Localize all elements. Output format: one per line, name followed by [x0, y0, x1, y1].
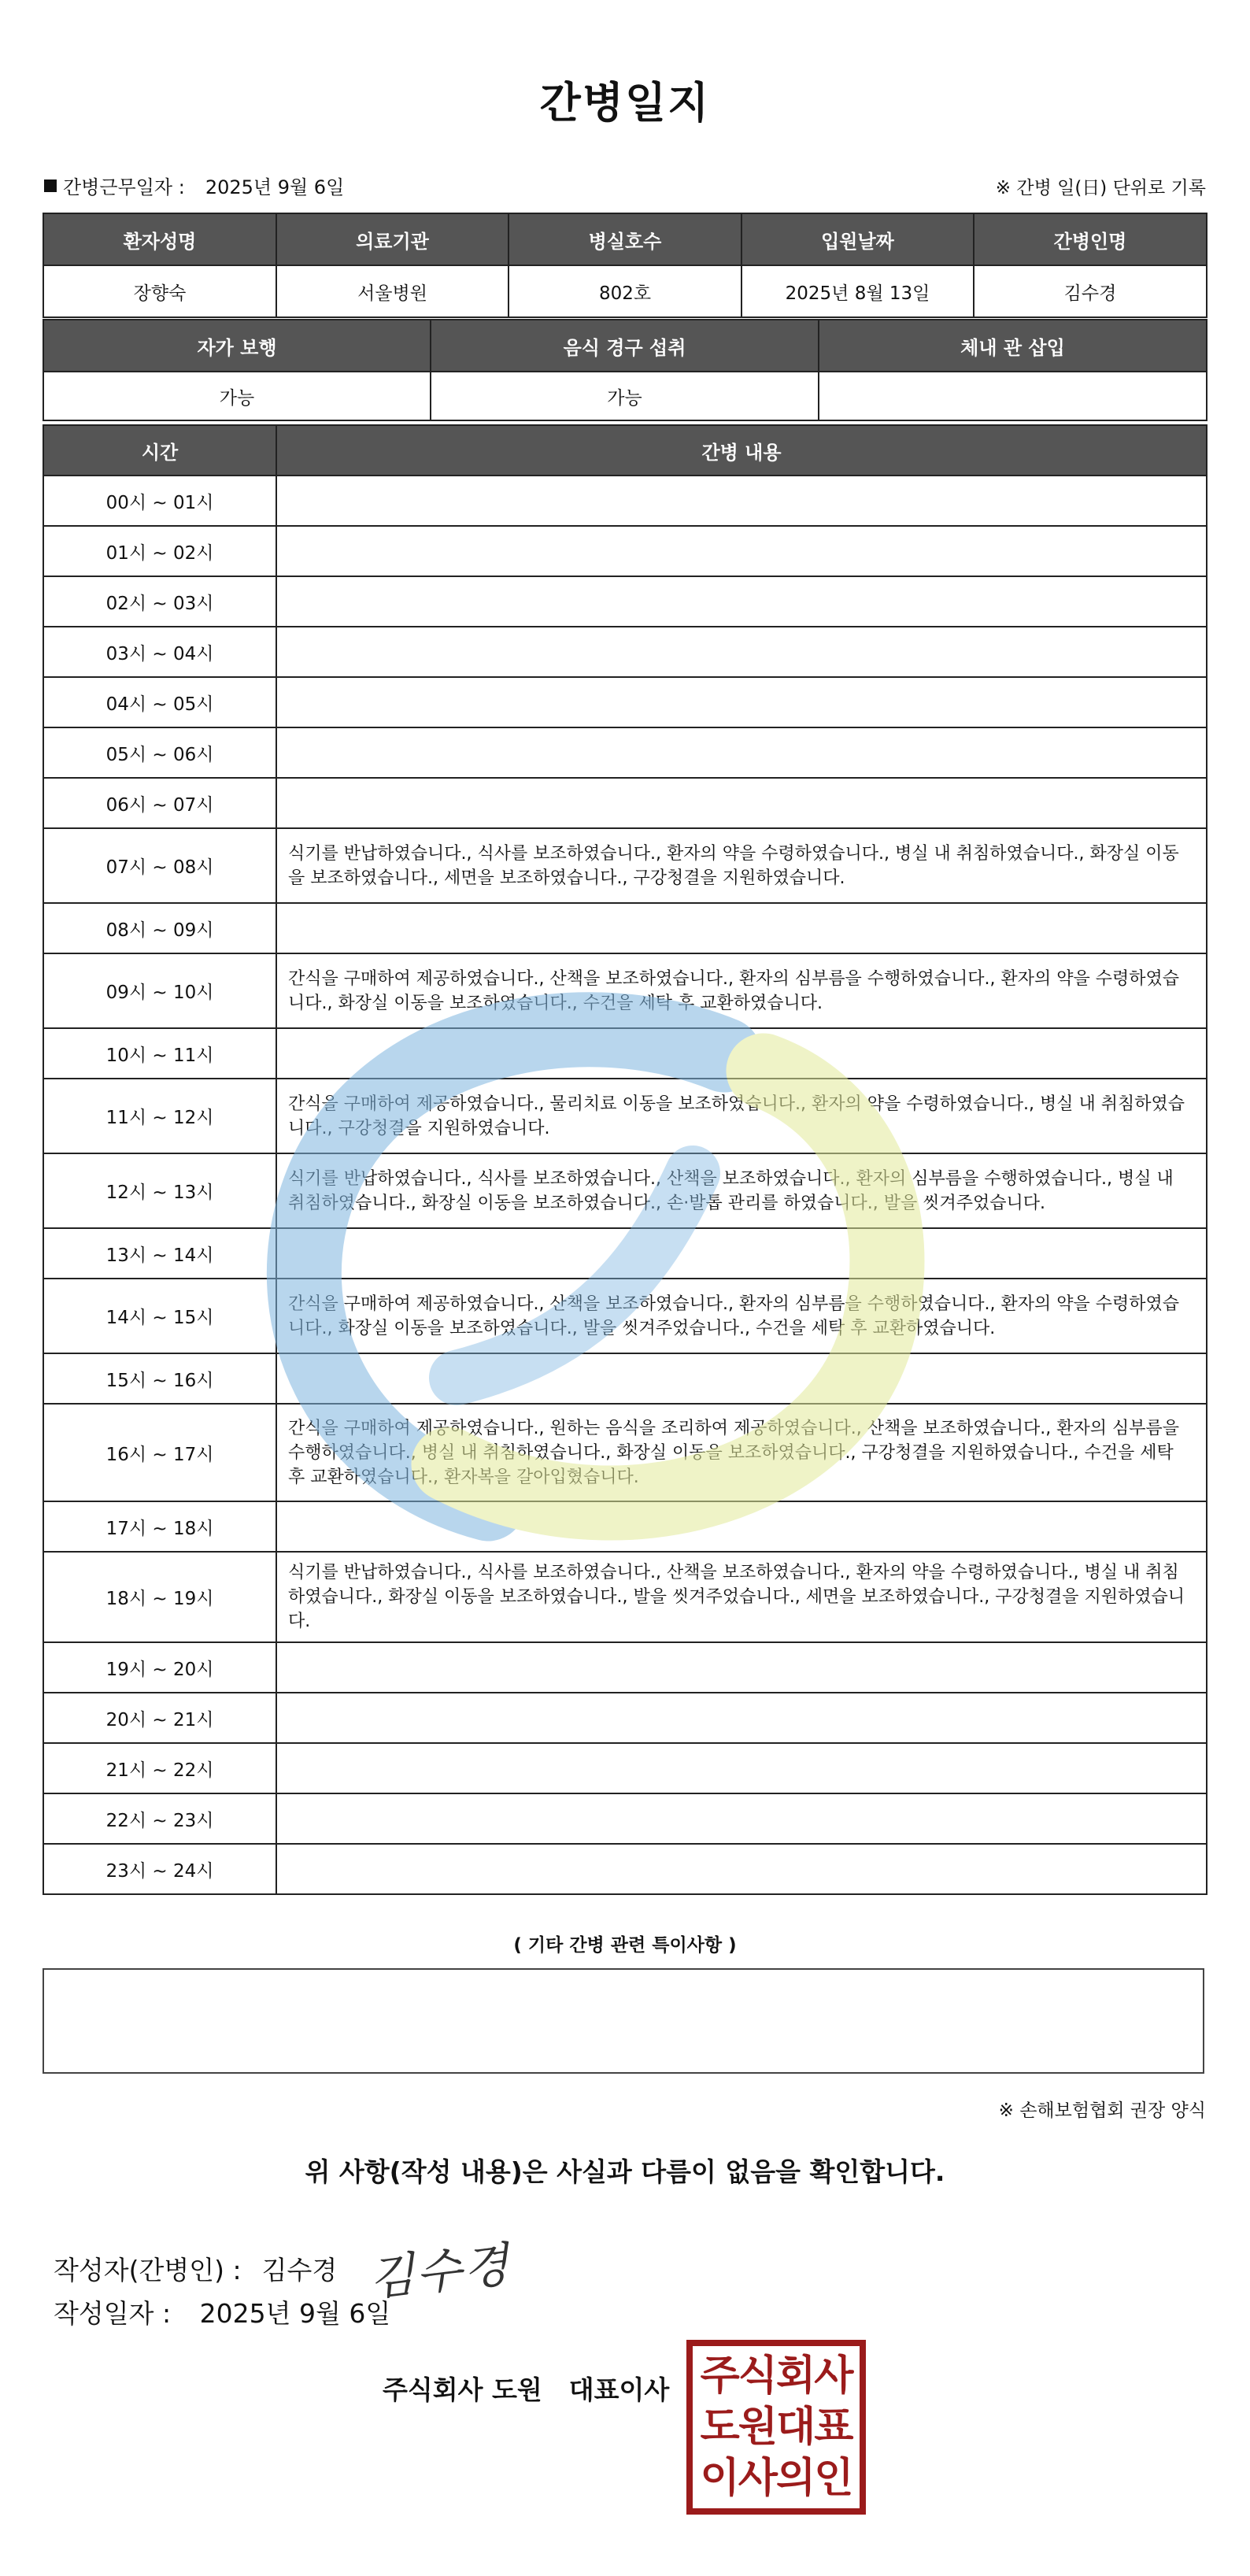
written-date-label: 작성일자 : — [54, 2298, 172, 2329]
written-date-value: 2025년 9월 6일 — [199, 2298, 391, 2329]
tube-insertion-value — [819, 372, 1207, 420]
care-row — [43, 1353, 1207, 1404]
care-time: 17시 ~ 18시 — [43, 1501, 276, 1552]
care-content — [276, 1028, 1207, 1079]
care-content — [276, 476, 1207, 526]
care-content — [276, 1353, 1207, 1404]
care-row — [43, 953, 1207, 1028]
care-time: 20시 ~ 21시 — [43, 1693, 276, 1743]
company-seal-stamp — [686, 2340, 866, 2515]
care-row — [43, 1501, 1207, 1552]
care-row — [43, 677, 1207, 727]
header-patient-name: 환자성명 — [43, 213, 276, 265]
recommend-note: ※ 손해보험협회 권장 양식 — [998, 2100, 1206, 2121]
header-admission-date: 입원날짜 — [741, 213, 974, 265]
meta-row — [44, 172, 1206, 203]
care-content — [276, 576, 1207, 627]
work-date-value: 2025년 9월 6일 — [205, 176, 345, 198]
care-content: 간식을 구매하여 제공하였습니다., 산책을 보조하였습니다., 환자의 심부름을 수행하였습니다., 환자의 약을 수령하였습니다., 화장실 이동을 보조하였습니다., 발을 씻겨주었습니다., 수건을 세탁 후 교환하였습니다. — [276, 1279, 1207, 1353]
care-time: 07시 ~ 08시 — [43, 828, 276, 903]
special-notes-box — [43, 1968, 1204, 2074]
care-row — [43, 1404, 1207, 1501]
care-content: 식기를 반납하였습니다., 식사를 보조하였습니다., 산책을 보조하였습니다., 환자의 심부름을 수행하였습니다., 병실 내 취침하였습니다., 화장실 이동을 보조하였습니다., 손·발톱 관리를 하였습니다., 발을 씻겨주었습니다. — [276, 1153, 1207, 1228]
care-time: 18시 ~ 19시 — [43, 1552, 276, 1642]
caregiver-name: 김수경 — [974, 265, 1207, 317]
care-time: 11시 ~ 12시 — [43, 1079, 276, 1153]
care-row — [43, 576, 1207, 627]
care-content — [276, 627, 1207, 677]
care-content — [276, 1844, 1207, 1894]
care-row — [43, 1279, 1207, 1353]
writer-line — [54, 2234, 513, 2308]
care-content: 간식을 구매하여 제공하였습니다., 물리치료 이동을 보조하였습니다., 환자의 약을 수령하였습니다., 병실 내 취침하였습니다., 구강청결을 지원하였습니다. — [276, 1079, 1207, 1153]
company-title: 대표이사 — [568, 2374, 670, 2405]
care-time: 22시 ~ 23시 — [43, 1793, 276, 1844]
oral-intake-value: 가능 — [431, 372, 819, 420]
care-time: 16시 ~ 17시 — [43, 1404, 276, 1501]
care-row — [43, 1228, 1207, 1279]
patient-info-table — [43, 213, 1207, 318]
care-content — [276, 1501, 1207, 1552]
header-caregiver: 간병인명 — [974, 213, 1207, 265]
care-content — [276, 677, 1207, 727]
care-time: 02시 ~ 03시 — [43, 576, 276, 627]
care-row — [43, 476, 1207, 526]
care-time: 12시 ~ 13시 — [43, 1153, 276, 1228]
work-date — [44, 172, 344, 199]
page-title: 간병일지 — [539, 78, 711, 128]
room-number: 802호 — [509, 265, 741, 317]
care-content — [276, 1642, 1207, 1693]
header-time: 시간 — [43, 425, 276, 476]
header-hospital: 의료기관 — [276, 213, 509, 265]
care-time: 05시 ~ 06시 — [43, 727, 276, 778]
care-time: 09시 ~ 10시 — [43, 953, 276, 1028]
care-content: 간식을 구매하여 제공하였습니다., 원하는 음식을 조리하여 제공하였습니다., 산책을 보조하였습니다., 환자의 심부름을 수행하였습니다., 병실 내 취침하였습니다., 화장실 이동을 보조하였습니다., 구강청결을 지원하였습니다., 수건을 세탁 후 교환하였습니다., 환자복을 갈아입혔습니다. — [276, 1404, 1207, 1501]
care-row — [43, 1844, 1207, 1894]
care-content — [276, 1793, 1207, 1844]
care-time: 15시 ~ 16시 — [43, 1353, 276, 1404]
care-row — [43, 778, 1207, 828]
care-time: 14시 ~ 15시 — [43, 1279, 276, 1353]
seal-line: 주식회사 — [700, 2352, 852, 2400]
care-content: 식기를 반납하였습니다., 식사를 보조하였습니다., 환자의 약을 수령하였습니다., 병실 내 취침하였습니다., 화장실 이동을 보조하였습니다., 세면을 보조하였습니다., 구강청결을 지원하였습니다. — [276, 828, 1207, 903]
admission-date: 2025년 8월 13일 — [741, 265, 974, 317]
header-tube-insertion: 체내 관 삽입 — [819, 320, 1207, 372]
header-room: 병실호수 — [509, 213, 741, 265]
care-content — [276, 1743, 1207, 1793]
care-content — [276, 526, 1207, 576]
care-content — [276, 1693, 1207, 1743]
care-row — [43, 828, 1207, 903]
care-time: 01시 ~ 02시 — [43, 526, 276, 576]
care-row — [43, 526, 1207, 576]
care-row — [43, 1642, 1207, 1693]
patient-ability-table — [43, 319, 1207, 421]
care-time: 13시 ~ 14시 — [43, 1228, 276, 1279]
hospital-name: 서울병원 — [276, 265, 509, 317]
special-notes-title: ( 기타 간병 관련 특이사항 ) — [513, 1935, 737, 1956]
care-row — [43, 1743, 1207, 1793]
care-row — [43, 627, 1207, 677]
care-content — [276, 1228, 1207, 1279]
seal-line: 도원대표 — [700, 2402, 852, 2451]
care-time: 04시 ~ 05시 — [43, 677, 276, 727]
care-time: 23시 ~ 24시 — [43, 1844, 276, 1894]
company-name: 주식회사 도원 — [383, 2374, 542, 2405]
header-oral-intake: 음식 경구 섭취 — [431, 320, 819, 372]
care-content — [276, 778, 1207, 828]
written-date-line — [54, 2293, 390, 2330]
care-time: 08시 ~ 09시 — [43, 903, 276, 953]
care-row — [43, 1793, 1207, 1844]
care-time: 03시 ~ 04시 — [43, 627, 276, 677]
header-self-walking: 자가 보행 — [43, 320, 431, 372]
writer-name: 김수경 — [261, 2254, 338, 2285]
confirmation-statement: 위 사항(작성 내용)은 사실과 다름이 없음을 확인합니다. — [305, 2156, 945, 2187]
record-unit-note: ※ 간병 일(日) 단위로 기록 — [995, 178, 1206, 198]
care-row — [43, 1693, 1207, 1743]
care-time: 10시 ~ 11시 — [43, 1028, 276, 1079]
care-row — [43, 903, 1207, 953]
patient-name: 장향숙 — [43, 265, 276, 317]
care-row — [43, 1552, 1207, 1642]
care-time: 06시 ~ 07시 — [43, 778, 276, 828]
care-content — [276, 727, 1207, 778]
header-care-content: 간병 내용 — [276, 425, 1207, 476]
writer-label: 작성자(간병인) : — [54, 2254, 242, 2285]
care-time: 19시 ~ 20시 — [43, 1642, 276, 1693]
care-content — [276, 903, 1207, 953]
handwritten-signature: 김수경 — [366, 2237, 513, 2308]
care-content: 간식을 구매하여 제공하였습니다., 산책을 보조하였습니다., 환자의 심부름을 수행하였습니다., 환자의 약을 수령하였습니다., 화장실 이동을 보조하였습니다., 수건을 세탁 후 교환하였습니다. — [276, 953, 1207, 1028]
care-content: 식기를 반납하였습니다., 식사를 보조하였습니다., 산책을 보조하였습니다., 환자의 약을 수령하였습니다., 병실 내 취침하였습니다., 화장실 이동을 보조하였습니다., 발을 씻겨주었습니다., 세면을 보조하였습니다., 구강청결을 지원하였습니다. — [276, 1552, 1207, 1642]
company-line — [383, 2370, 696, 2407]
care-row — [43, 1028, 1207, 1079]
square-bullet-icon — [44, 180, 57, 192]
care-log-table — [43, 424, 1207, 1895]
care-row — [43, 727, 1207, 778]
care-row — [43, 1079, 1207, 1153]
care-row — [43, 1153, 1207, 1228]
seal-line: 이사의인 — [700, 2453, 852, 2502]
work-date-label: 간병근무일자 : — [63, 176, 185, 198]
care-time: 21시 ~ 22시 — [43, 1743, 276, 1793]
care-time: 00시 ~ 01시 — [43, 476, 276, 526]
self-walking-value: 가능 — [43, 372, 431, 420]
